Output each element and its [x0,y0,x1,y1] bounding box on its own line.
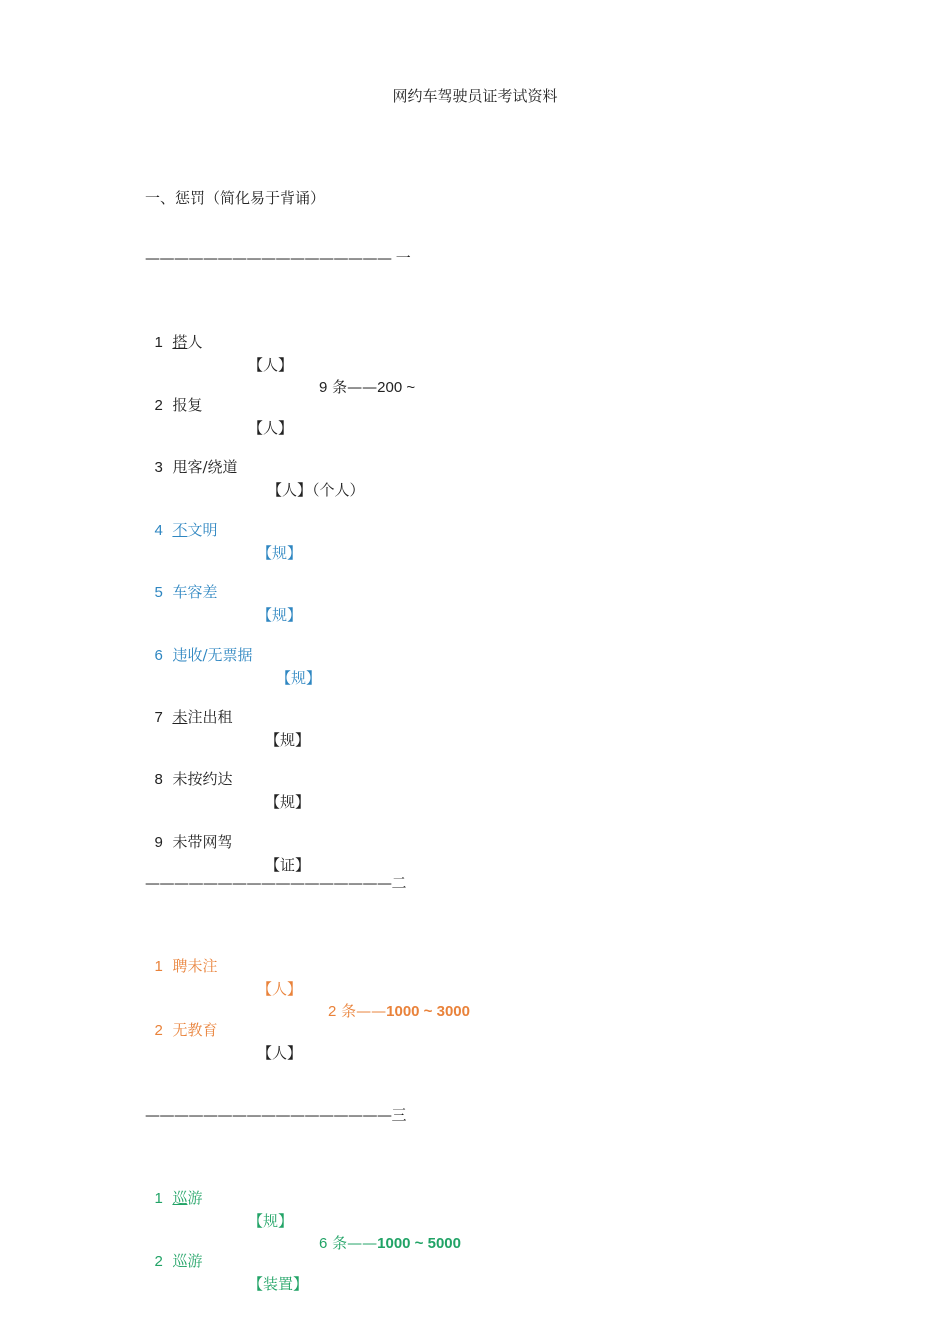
section-heading: 一、惩罚（简化易于背诵） [145,189,326,207]
item-number: 8 [154,771,163,788]
item-number: 5 [154,584,163,601]
note-count: 6 [319,1235,328,1252]
list-item [145,684,311,749]
item-note [319,1232,461,1255]
divider-dashes: ————————————————— [145,249,392,267]
divider-two [145,872,406,893]
item-tag: 【规】 [265,793,311,811]
item-name-underlined: 不 [172,521,188,539]
item-tag: 【规】 [265,731,311,749]
item-number: 2 [154,1253,163,1270]
divider-label: 三 [391,1106,407,1124]
item-name: 甩客/绕道 [172,458,238,476]
note-count: 9 [319,379,328,396]
item-tag: 【证】 [265,856,311,874]
item-name-underlined: 搭 [172,333,188,351]
item-tag: 【规】 [248,1212,294,1230]
item-tag: 【规】 [276,669,322,687]
item-number: 6 [154,647,163,664]
item-number: 4 [154,522,163,539]
item-name-underlined: 巡 [172,1189,188,1207]
note-amount: 1000 ~ 3000 [386,1003,470,1020]
item-number: 1 [154,1190,163,1207]
note-amount: 1000 ~ 5000 [377,1235,461,1252]
item-number: 9 [154,834,163,851]
note-text: 条—— [332,1234,378,1252]
list-item [145,622,322,687]
item-tag: 【人】 [257,1044,303,1062]
item-number: 1 [154,958,163,975]
item-tag: 【人】（个人） [267,481,365,499]
list-item [145,1165,461,1252]
document-title: 网约车驾驶员证考试资料 [392,87,558,105]
item-number: 2 [154,1022,163,1039]
divider-one [145,247,410,268]
item-number: 7 [154,709,163,726]
item-name: 无教育 [172,1021,218,1039]
list-item [145,372,294,437]
note-text: 条—— [332,378,378,396]
item-name-underlined: 未 [172,708,188,726]
divider-three [145,1104,406,1125]
list-item [145,434,365,499]
item-number: 1 [154,334,163,351]
item-number: 3 [154,459,163,476]
item-tag: 【人】 [248,356,294,374]
list-item [145,997,303,1062]
list-item [145,309,416,396]
item-tag: 【规】 [257,544,303,562]
divider-dashes: ————————————————— [145,1106,392,1124]
list-item [145,1228,309,1293]
item-name: 聘未注 [172,957,218,975]
item-name: 巡游 [172,1252,203,1270]
note-amount: 200 ~ [377,379,416,396]
item-name: 注出租 [187,708,233,726]
item-number: 2 [154,397,163,414]
divider-label: 一 [395,249,411,267]
item-tag: 【人】 [257,980,303,998]
list-item [145,559,303,624]
item-name: 未按约达 [172,770,233,788]
note-count: 2 [328,1003,337,1020]
item-tag: 【规】 [257,606,303,624]
list-item [145,497,303,562]
item-name: 报复 [172,396,203,414]
item-note [319,376,415,399]
list-item [145,809,311,874]
divider-dashes: ————————————————— [145,874,392,892]
item-name: 游 [187,1189,203,1207]
note-text: 条—— [341,1002,387,1020]
list-item [145,933,470,1020]
item-name: 违收/无票据 [172,646,253,664]
list-item [145,746,311,811]
divider-label: 二 [391,874,407,892]
item-tag: 【装置】 [248,1275,309,1293]
item-tag: 【人】 [248,419,294,437]
item-name: 车容差 [172,583,218,601]
item-note [328,1000,470,1023]
item-name: 人 [187,333,203,351]
item-name: 文明 [187,521,218,539]
item-name: 未带网驾 [172,833,233,851]
